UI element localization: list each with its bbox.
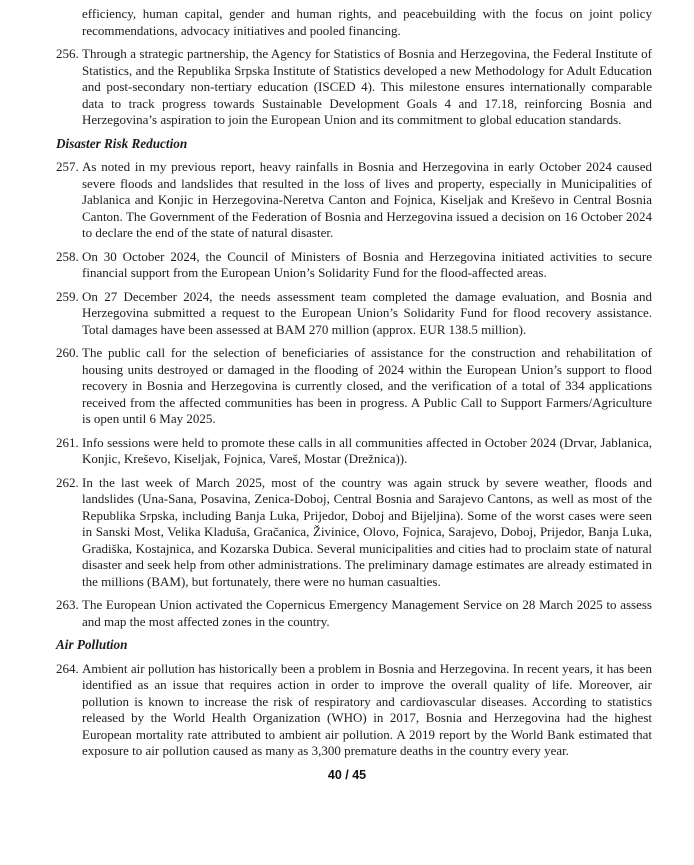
- paragraph-258: [56, 248, 652, 282]
- paragraph-257: [56, 159, 652, 242]
- paragraph-number: 258.: [56, 248, 79, 264]
- paragraph-continuation: efficiency, human capital, gender and human rights, and peacebuilding with the focus on joint policy recommendations, advocacy initiatives and pooled financing.: [82, 6, 652, 38]
- paragraph-259: [56, 288, 652, 339]
- paragraph-number: 264.: [56, 660, 79, 676]
- paragraph-number: 261.: [56, 434, 79, 450]
- paragraph-text: On 27 December 2024, the needs assessment team completed the damage evaluation, and Bosnia and Herzegovina submitted a request to the European Union’s Solidarity Fund for flood recovery assistance. Total damages have been assessed at BAM 270 million (approx. EUR 138.5 million).: [82, 288, 652, 337]
- paragraph-number: 263.: [56, 597, 79, 612]
- section-heading-air-pollution: Air Pollution: [56, 637, 128, 652]
- page-number: 40 / 45: [327, 767, 367, 782]
- paragraph-261: [56, 434, 652, 468]
- paragraph-text: In the last week of March 2025, most of the country was again struck by severe weather, floods and landslides (Una-Sana, Posavina, Zenica-Doboj, Central Bosnia and Sarajevo Cantons, as well as most of the Republika Srpska, including Banja Luka, Prijedor, Doboj and Bijeljina). Some of the worst cases were seen in Sanski Most, Velika Kladuša, Gračanica, Živinice, Olovo, Fojnica, Sarajevo, Doboj, Prijedor, Banja Luka, Gradiška, Kostajnica, and Kozarska Dubica. Several municipalities and cities had to proclaim state of natural disaster and seek help from other administrations. The preliminary damage estimates are already estimated in the millions (BAM), but fortunately, there were no human casualties.: [82, 474, 652, 589]
- paragraph-263: [56, 597, 652, 630]
- paragraph-text: As noted in my previous report, heavy rainfalls in Bosnia and Herzegovina in early October 2024 caused severe floods and landslides that resulted in the loss of lives and property, especially in Municipalities of Jablanica and Konjic in Herzegovina-Neretva Canton and Fojnica, Kiseljak and Kreševo in Central Bosnia Canton. The Government of the Federation of Bosnia and Herzegovina issued a decision on 16 October 2024 to declare the end of the state of natural disaster.: [82, 159, 652, 240]
- paragraph-number: 260.: [56, 345, 79, 360]
- paragraph-number: 257.: [56, 159, 79, 174]
- paragraph-text: Through a strategic partnership, the Agency for Statistics of Bosnia and Herzegovina, the Federal Institute of Statistics, and the Republika Srpska Institute of Statistics developed a new Methodology for Adult Education and post-secondary non-tertiary education (ISCED 4). This milestone ensures internationally comparable data to track progress towards Sustainable Development Goals 4 and 17.18, reinforcing Bosnia and Herzegovina’s aspiration to join the European Union and its commitment to global education standards.: [82, 46, 652, 127]
- paragraph-text: On 30 October 2024, the Council of Ministers of Bosnia and Herzegovina initiated activities to secure financial support from the European Union’s Solidarity Fund for the flood-affected areas.: [82, 248, 652, 280]
- paragraph-256: [56, 46, 652, 129]
- paragraph-264: [56, 660, 652, 760]
- paragraph-text: The European Union activated the Copernicus Emergency Management Service on 28 March 2025 to assess and map the most affected zones in the country.: [82, 597, 652, 629]
- paragraph-text: The public call for the selection of beneficiaries of assistance for the construction and rehabilitation of housing units destroyed or damaged in the flooding of 2024 within the European Union’s support to flood recovery in Bosnia and Herzegovina is currently closed, and the verification of a total of 334 applications received from the affected communities has been in progress. A Public Call to Support Farmers/Agriculture is open until 6 May 2025.: [82, 345, 652, 426]
- paragraph-number: 256.: [56, 46, 79, 61]
- paragraph-number: 262.: [56, 474, 79, 490]
- section-heading-disaster-risk-reduction: Disaster Risk Reduction: [56, 135, 188, 151]
- paragraph-number: 259.: [56, 288, 79, 304]
- paragraph-text: Info sessions were held to promote these calls in all communities affected in October 2024 (Drvar, Jablanica, Konjic, Kreševo, Kiseljak, Fojnica, Vareš, Mostar (Drežnica)).: [82, 434, 652, 466]
- paragraph-262: [56, 474, 652, 591]
- paragraph-text: Ambient air pollution has historically been a problem in Bosnia and Herzegovina. In recent years, it has been identified as an issue that requires action in order to improve the overall quality of life. Moreover, air pollution is known to increase the risk of respiratory and cardiovascular diseases. According to statistics released by the World Health Organization (WHO) in 2017, Bosnia and Herzegovina had the highest European mortality rate attributed to ambient air pollution. A 2019 report by the World Bank estimated that exposure to air pollution caused as many as 3,300 premature deaths in the country every year.: [82, 660, 652, 758]
- paragraph-260: [56, 345, 652, 428]
